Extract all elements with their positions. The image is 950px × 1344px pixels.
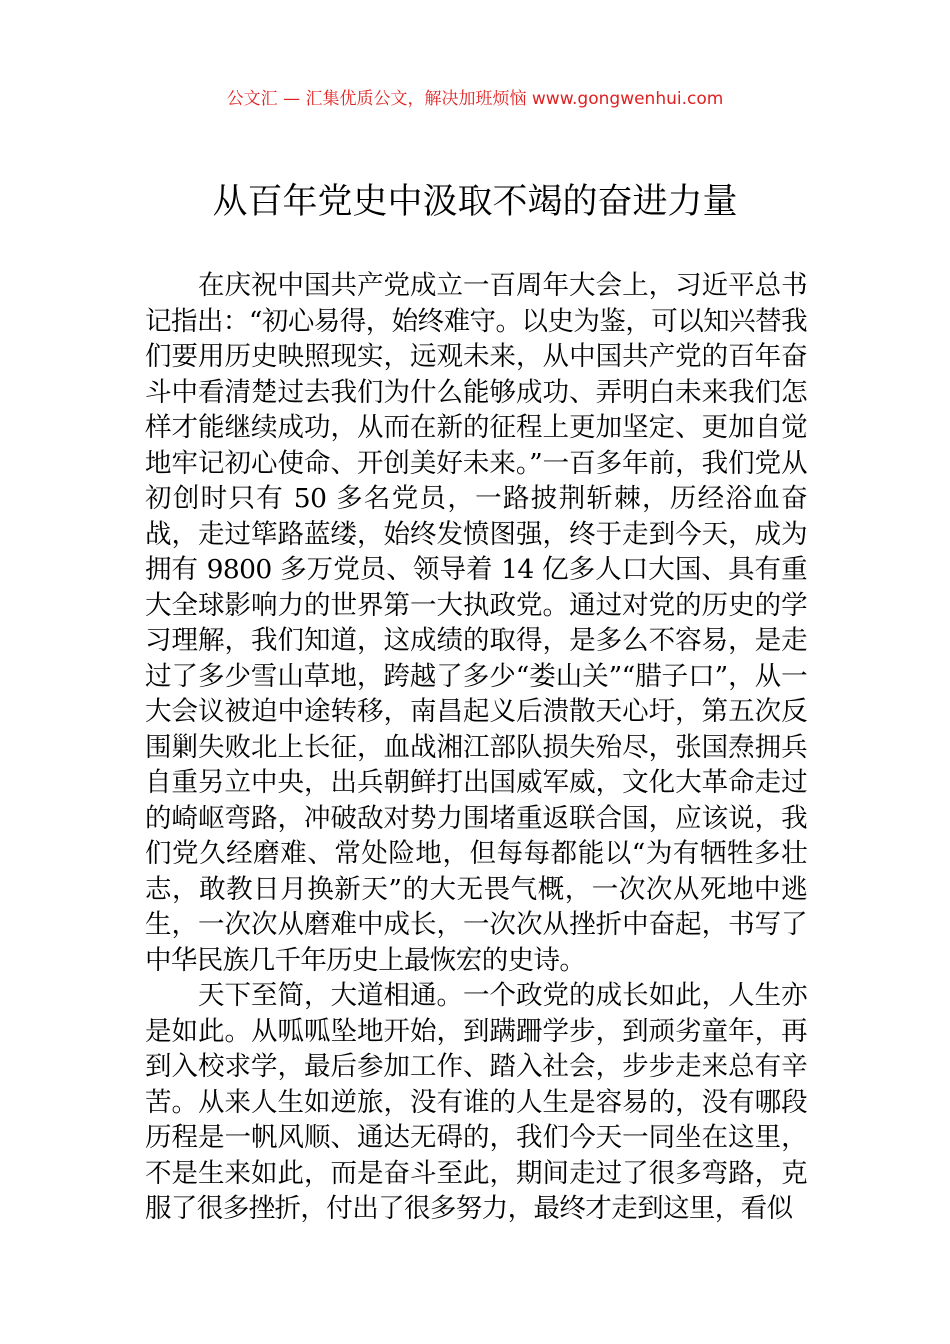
- paragraph: 天下至简，大道相通。一个政党的成长如此，人生亦是如此。从呱呱坠地开始，到蹒跚学步，到顽劣童年，再到入校求学，最后参加工作、踏入社会，步步走来总有辛苦。从来人生如逆旅，没有谁的人生是容易的，没有哪段历程是一帆风顺、通达无碍的，我们今天一同坐在这里，不是生来如此，而是奋斗至此，期间走过了很多弯路，克服了很多挫折，付出了很多努力，最终才走到这里，看似: [145, 980, 807, 1224]
- paragraph: 在庆祝中国共产党成立一百周年大会上，习近平总书记指出：“初心易得，始终难守。以史为鉴，可以知兴替我们要用历史映照现实，远观未来，从中国共产党的百年奋斗中看清楚过去我们为什么能够成功、弄明白未来我们怎样才能继续成功，从而在新的征程上更加坚定、更加自觉地牢记初心使命、开创美好未来。”一百多年前，我们党从初创时只有 50 多名党员，一路披荆斩棘，历经浴血奋战，走过筚路蓝缕，始终发愤图强，终于走到今天，成为拥有 9800 多万党员、领导着 14 亿多人口大国、具有重大全球影响力的世界第一大执政党。通过对党的历史的学习理解，我们知道，这成绩的取得，是多么不容易，是走过了多少雪山草地，跨越了多少“娄山关”“腊子口”，从一大会议被迫中途转移，南昌起义后溃散天心圩，第五次反围剿失败北上长征，血战湘江部队损失殆尽，张国焘拥兵自重另立中央，出兵朝鲜打出国威军威，文化大革命走过的崎岖弯路，冲破敌对势力围堵重返联合国，应该说，我们党久经磨难、常处险地，但每每都能以“为有牺牲多壮志，敢教日月换新天”的大无畏气概，一次次从死地中逃生，一次次从磨难中成长，一次次从挫折中奋起，书写了中华民族几千年历史上最恢宏的史诗。: [145, 270, 807, 976]
- document-title: 从百年党史中汲取不竭的奋进力量: [212, 182, 738, 222]
- header-banner: 公文汇 — 汇集优质公文，解决加班烦恼 www.gongwenhui.com: [226, 89, 724, 109]
- document-body: [145, 268, 807, 1227]
